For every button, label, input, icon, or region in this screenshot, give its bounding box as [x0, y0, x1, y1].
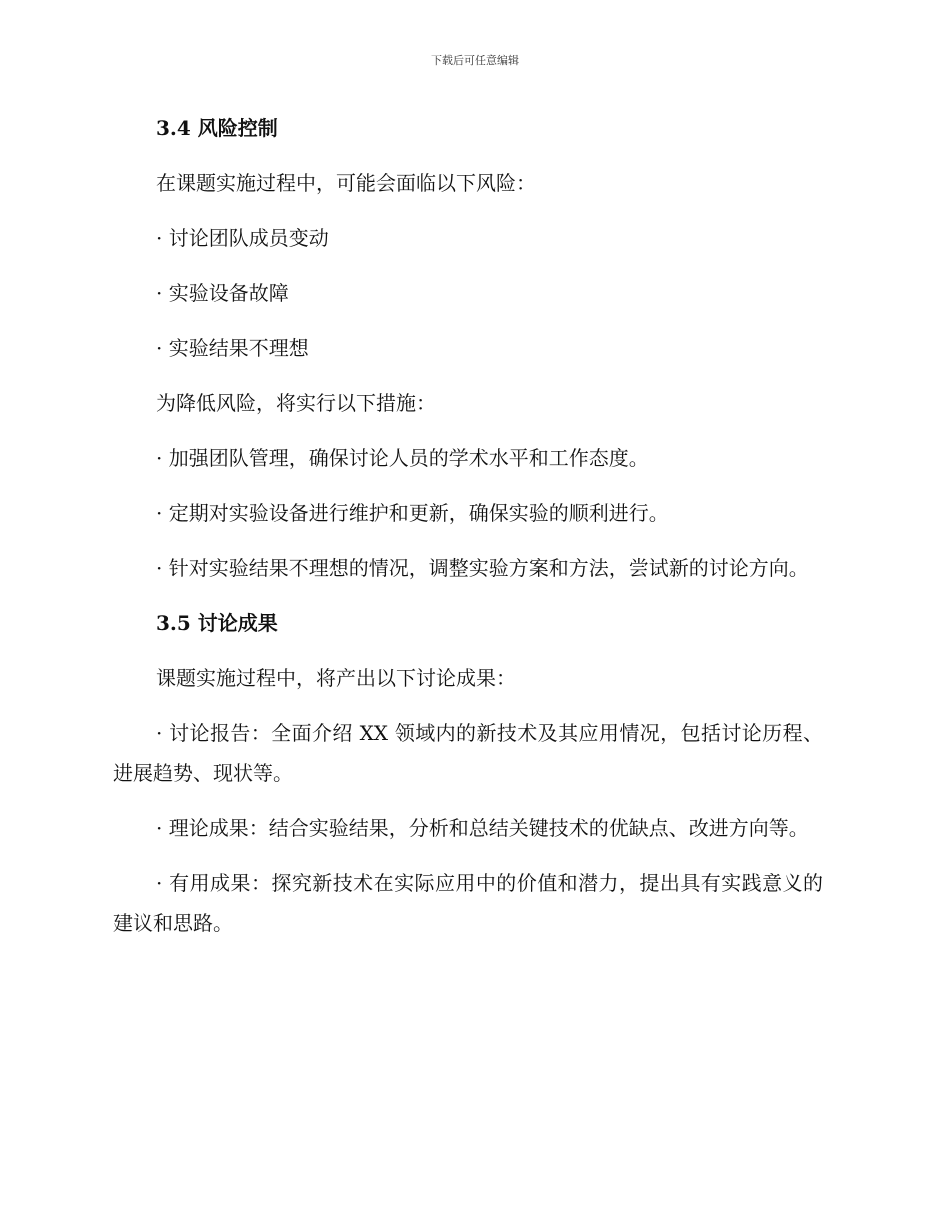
page-header: 下载后可任意编辑 [431, 54, 519, 67]
list-item-result-practical: · 有用成果：探究新技术在实际应用中的价值和潜力，提出具有实践意义的建议和思路。 [113, 871, 823, 935]
list-item-risk-poor-results: · 实验结果不理想 [156, 336, 309, 360]
section-heading-risk-control: 3.4 风险控制 [156, 116, 278, 140]
paragraph-measures-intro: 为降低风险，将实行以下措施： [156, 391, 436, 415]
paragraph-results-intro: 课题实施过程中，将产出以下讨论成果： [156, 666, 516, 690]
list-item-measure-equipment-maintenance: · 定期对实验设备进行维护和更新，确保实验的顺利进行。 [156, 501, 669, 525]
list-item-result-theory: · 理论成果：结合实验结果，分析和总结关键技术的优缺点、改进方向等。 [156, 816, 809, 840]
list-item-measure-adjust-plan: · 针对实验结果不理想的情况，调整实验方案和方法，尝试新的讨论方向。 [156, 556, 809, 580]
document-body [113, 108, 823, 958]
paragraph-risk-intro: 在课题实施过程中，可能会面临以下风险： [156, 171, 536, 195]
list-item-risk-team-change: · 讨论团队成员变动 [156, 226, 329, 250]
list-item-result-report: · 讨论报告：全面介绍 XX 领域内的新技术及其应用情况，包括讨论历程、进展趋势、现状等。 [113, 721, 823, 785]
list-item-risk-equipment-failure: · 实验设备故障 [156, 281, 289, 305]
list-item-measure-team-management: · 加强团队管理，确保讨论人员的学术水平和工作态度。 [156, 446, 649, 470]
section-heading-discussion-results: 3.5 讨论成果 [156, 611, 278, 635]
